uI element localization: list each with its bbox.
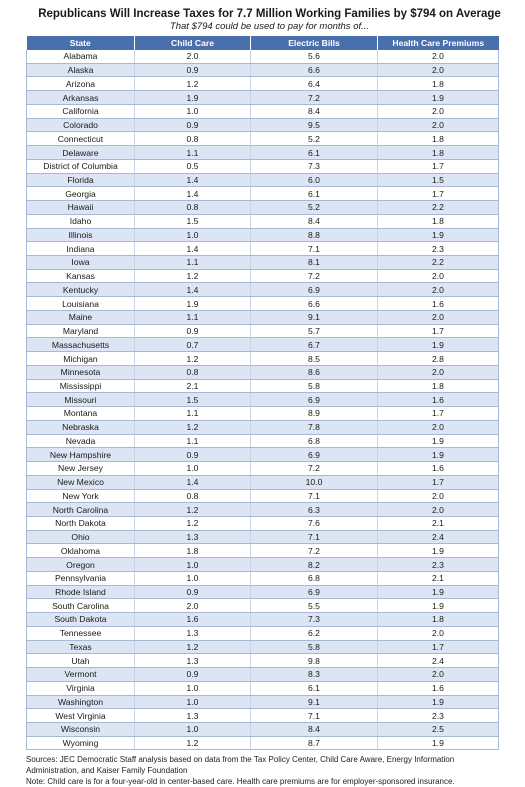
cell-state: North Dakota <box>27 516 135 530</box>
cell-electric-bills: 10.0 <box>251 475 378 489</box>
cell-electric-bills: 6.3 <box>251 503 378 517</box>
cell-electric-bills: 8.7 <box>251 736 378 750</box>
table-row <box>27 613 499 627</box>
table-row <box>27 365 499 379</box>
cell-electric-bills: 9.8 <box>251 654 378 668</box>
cell-child-care: 0.9 <box>135 585 251 599</box>
cell-health-care-premiums: 2.4 <box>378 654 499 668</box>
cell-health-care-premiums: 1.6 <box>378 462 499 476</box>
cell-state: Montana <box>27 407 135 421</box>
cell-state: Arizona <box>27 77 135 91</box>
table-row <box>27 132 499 146</box>
cell-child-care: 0.8 <box>135 365 251 379</box>
page-subtitle: That $794 could be used to pay for months of... <box>169 21 370 32</box>
cell-health-care-premiums: 1.9 <box>378 338 499 352</box>
table-row <box>27 118 499 132</box>
cell-child-care: 2.1 <box>135 379 251 393</box>
cell-electric-bills: 7.2 <box>251 269 378 283</box>
methodology-note: Note: Child care is for a four-year-old in center-based care. Health care premiums are for employer-sponsored insurance. <box>26 777 455 787</box>
column-header-state: State <box>27 36 135 50</box>
cell-health-care-premiums: 1.9 <box>378 585 499 599</box>
table-row <box>27 269 499 283</box>
cell-state: Alabama <box>27 50 135 63</box>
cell-health-care-premiums: 2.0 <box>378 104 499 118</box>
cell-child-care: 1.4 <box>135 242 251 256</box>
cell-health-care-premiums: 2.1 <box>378 516 499 530</box>
table-row <box>27 50 499 63</box>
cell-electric-bills: 8.1 <box>251 256 378 270</box>
cell-child-care: 1.5 <box>135 393 251 407</box>
cell-state: Texas <box>27 640 135 654</box>
cell-health-care-premiums: 2.2 <box>378 201 499 215</box>
cell-state: Ohio <box>27 530 135 544</box>
table-row <box>27 475 499 489</box>
cell-state: Kansas <box>27 269 135 283</box>
cell-state: Colorado <box>27 118 135 132</box>
cell-child-care: 1.4 <box>135 173 251 187</box>
table-row <box>27 63 499 77</box>
table-row <box>27 283 499 297</box>
cell-state: Florida <box>27 173 135 187</box>
table-row <box>27 544 499 558</box>
cell-child-care: 2.0 <box>135 599 251 613</box>
cell-state: New Mexico <box>27 475 135 489</box>
cell-electric-bills: 9.1 <box>251 695 378 709</box>
cell-electric-bills: 8.8 <box>251 228 378 242</box>
cell-child-care: 1.2 <box>135 640 251 654</box>
cell-health-care-premiums: 1.9 <box>378 228 499 242</box>
cell-child-care: 1.1 <box>135 407 251 421</box>
cell-state: Louisiana <box>27 297 135 311</box>
cell-health-care-premiums: 1.6 <box>378 393 499 407</box>
table-row <box>27 668 499 682</box>
cell-health-care-premiums: 1.5 <box>378 173 499 187</box>
cell-state: Georgia <box>27 187 135 201</box>
cell-electric-bills: 6.6 <box>251 297 378 311</box>
cell-child-care: 0.8 <box>135 489 251 503</box>
cell-health-care-premiums: 2.0 <box>378 365 499 379</box>
cell-child-care: 1.9 <box>135 297 251 311</box>
cell-child-care: 1.0 <box>135 695 251 709</box>
cell-health-care-premiums: 1.6 <box>378 681 499 695</box>
cell-electric-bills: 7.2 <box>251 462 378 476</box>
cell-health-care-premiums: 2.4 <box>378 530 499 544</box>
table-row <box>27 324 499 338</box>
cell-health-care-premiums: 1.8 <box>378 379 499 393</box>
table-row <box>27 489 499 503</box>
cell-child-care: 1.3 <box>135 654 251 668</box>
cell-state: North Carolina <box>27 503 135 517</box>
cell-electric-bills: 6.9 <box>251 393 378 407</box>
cell-electric-bills: 7.1 <box>251 709 378 723</box>
cell-state: South Dakota <box>27 613 135 627</box>
cell-health-care-premiums: 1.7 <box>378 640 499 654</box>
cell-health-care-premiums: 2.2 <box>378 256 499 270</box>
cell-electric-bills: 5.2 <box>251 201 378 215</box>
cell-child-care: 1.1 <box>135 310 251 324</box>
cell-health-care-premiums: 2.0 <box>378 310 499 324</box>
table-row <box>27 695 499 709</box>
cell-state: Hawaii <box>27 201 135 215</box>
cell-state: Wisconsin <box>27 722 135 736</box>
cell-state: West Virginia <box>27 709 135 723</box>
cell-child-care: 1.3 <box>135 709 251 723</box>
cell-child-care: 1.4 <box>135 283 251 297</box>
cell-electric-bills: 7.1 <box>251 489 378 503</box>
table-row <box>27 736 499 750</box>
cell-electric-bills: 8.9 <box>251 407 378 421</box>
cell-electric-bills: 6.9 <box>251 585 378 599</box>
cell-state: New Hampshire <box>27 448 135 462</box>
cell-electric-bills: 6.6 <box>251 63 378 77</box>
cell-child-care: 0.5 <box>135 159 251 173</box>
column-header-electric-bills: Electric Bills <box>251 36 378 50</box>
cell-state: Wyoming <box>27 736 135 750</box>
cell-state: Tennessee <box>27 626 135 640</box>
cell-electric-bills: 6.8 <box>251 434 378 448</box>
cell-electric-bills: 7.1 <box>251 242 378 256</box>
cell-health-care-premiums: 2.3 <box>378 242 499 256</box>
cell-electric-bills: 6.0 <box>251 173 378 187</box>
cell-state: California <box>27 104 135 118</box>
cell-electric-bills: 6.8 <box>251 571 378 585</box>
cell-electric-bills: 6.7 <box>251 338 378 352</box>
cell-health-care-premiums: 2.1 <box>378 571 499 585</box>
table-row <box>27 187 499 201</box>
cell-child-care: 1.0 <box>135 571 251 585</box>
cell-state: Virginia <box>27 681 135 695</box>
cell-electric-bills: 8.4 <box>251 214 378 228</box>
table-row <box>27 571 499 585</box>
cell-health-care-premiums: 2.8 <box>378 352 499 366</box>
cell-state: Rhode Island <box>27 585 135 599</box>
table-row <box>27 530 499 544</box>
cell-electric-bills: 6.2 <box>251 626 378 640</box>
cell-state: District of Columbia <box>27 159 135 173</box>
cell-health-care-premiums: 1.7 <box>378 159 499 173</box>
cell-electric-bills: 7.2 <box>251 544 378 558</box>
table-row <box>27 393 499 407</box>
cell-health-care-premiums: 2.0 <box>378 118 499 132</box>
cell-child-care: 0.9 <box>135 63 251 77</box>
table-row <box>27 654 499 668</box>
cell-child-care: 1.0 <box>135 462 251 476</box>
table-row <box>27 640 499 654</box>
cell-child-care: 2.0 <box>135 50 251 63</box>
cell-child-care: 1.2 <box>135 352 251 366</box>
cell-electric-bills: 9.1 <box>251 310 378 324</box>
table-row <box>27 407 499 421</box>
footnotes <box>26 754 506 787</box>
data-table <box>26 36 499 750</box>
table-row <box>27 434 499 448</box>
cell-health-care-premiums: 1.8 <box>378 132 499 146</box>
cell-electric-bills: 8.4 <box>251 104 378 118</box>
cell-state: Nevada <box>27 434 135 448</box>
cell-state: Washington <box>27 695 135 709</box>
cell-health-care-premiums: 2.0 <box>378 489 499 503</box>
cell-state: Idaho <box>27 214 135 228</box>
cell-electric-bills: 9.5 <box>251 118 378 132</box>
table-row <box>27 420 499 434</box>
cell-electric-bills: 5.5 <box>251 599 378 613</box>
table-row <box>27 242 499 256</box>
cell-state: Delaware <box>27 146 135 160</box>
cell-child-care: 0.8 <box>135 132 251 146</box>
cell-electric-bills: 8.2 <box>251 558 378 572</box>
cell-electric-bills: 7.1 <box>251 530 378 544</box>
cell-health-care-premiums: 2.3 <box>378 558 499 572</box>
cell-health-care-premiums: 1.9 <box>378 599 499 613</box>
cell-state: Missouri <box>27 393 135 407</box>
cell-electric-bills: 7.8 <box>251 420 378 434</box>
table-row <box>27 516 499 530</box>
cell-state: Pennsylvania <box>27 571 135 585</box>
table-row <box>27 722 499 736</box>
cell-electric-bills: 8.4 <box>251 722 378 736</box>
cell-state: Illinois <box>27 228 135 242</box>
cell-health-care-premiums: 1.6 <box>378 297 499 311</box>
cell-child-care: 1.2 <box>135 420 251 434</box>
cell-health-care-premiums: 1.7 <box>378 324 499 338</box>
sources-note: Sources: JEC Democratic Staff analysis based on data from the Tax Policy Center, Child Care Aware, Energy Information Administration, and Kaiser Family Foundation <box>26 755 455 776</box>
cell-child-care: 1.1 <box>135 146 251 160</box>
cell-electric-bills: 5.8 <box>251 640 378 654</box>
cell-child-care: 0.7 <box>135 338 251 352</box>
cell-state: New Jersey <box>27 462 135 476</box>
table-row <box>27 338 499 352</box>
cell-child-care: 1.4 <box>135 475 251 489</box>
table-row <box>27 146 499 160</box>
cell-child-care: 1.2 <box>135 503 251 517</box>
cell-state: Michigan <box>27 352 135 366</box>
table-header-row <box>27 36 499 50</box>
cell-health-care-premiums: 1.7 <box>378 475 499 489</box>
cell-state: Indiana <box>27 242 135 256</box>
cell-child-care: 1.8 <box>135 544 251 558</box>
table-row <box>27 228 499 242</box>
cell-health-care-premiums: 1.9 <box>378 91 499 105</box>
cell-electric-bills: 8.6 <box>251 365 378 379</box>
cell-electric-bills: 8.3 <box>251 668 378 682</box>
cell-state: Vermont <box>27 668 135 682</box>
cell-electric-bills: 6.1 <box>251 146 378 160</box>
cell-electric-bills: 7.3 <box>251 159 378 173</box>
cell-health-care-premiums: 1.7 <box>378 407 499 421</box>
cell-health-care-premiums: 2.0 <box>378 503 499 517</box>
column-header-health-care-premiums: Health Care Premiums <box>378 36 499 50</box>
cell-electric-bills: 5.7 <box>251 324 378 338</box>
cell-health-care-premiums: 1.9 <box>378 695 499 709</box>
cell-child-care: 1.9 <box>135 91 251 105</box>
table-row <box>27 159 499 173</box>
cell-child-care: 1.6 <box>135 613 251 627</box>
cell-state: Mississippi <box>27 379 135 393</box>
column-header-child-care: Child Care <box>135 36 251 50</box>
cell-state: Minnesota <box>27 365 135 379</box>
cell-electric-bills: 6.1 <box>251 187 378 201</box>
table-row <box>27 214 499 228</box>
table-row <box>27 462 499 476</box>
cell-health-care-premiums: 1.9 <box>378 544 499 558</box>
cell-health-care-premiums: 2.0 <box>378 63 499 77</box>
cell-child-care: 1.0 <box>135 681 251 695</box>
table-row <box>27 310 499 324</box>
cell-child-care: 1.0 <box>135 558 251 572</box>
cell-health-care-premiums: 2.0 <box>378 269 499 283</box>
cell-state: South Carolina <box>27 599 135 613</box>
table-row <box>27 681 499 695</box>
table-row <box>27 77 499 91</box>
cell-health-care-premiums: 1.9 <box>378 434 499 448</box>
cell-health-care-premiums: 1.8 <box>378 613 499 627</box>
table-row <box>27 201 499 215</box>
cell-electric-bills: 6.4 <box>251 77 378 91</box>
cell-health-care-premiums: 2.3 <box>378 709 499 723</box>
table-row <box>27 585 499 599</box>
cell-state: New York <box>27 489 135 503</box>
cell-state: Maryland <box>27 324 135 338</box>
cell-health-care-premiums: 2.5 <box>378 722 499 736</box>
cell-state: Nebraska <box>27 420 135 434</box>
cell-state: Arkansas <box>27 91 135 105</box>
cell-child-care: 1.2 <box>135 736 251 750</box>
cell-child-care: 1.4 <box>135 187 251 201</box>
table-row <box>27 503 499 517</box>
cell-health-care-premiums: 1.8 <box>378 146 499 160</box>
cell-state: Alaska <box>27 63 135 77</box>
page-title: Republicans Will Increase Taxes for 7.7 Million Working Families by $794 on Average <box>38 8 501 20</box>
cell-health-care-premiums: 2.0 <box>378 50 499 63</box>
table-row <box>27 558 499 572</box>
cell-electric-bills: 8.5 <box>251 352 378 366</box>
cell-electric-bills: 6.1 <box>251 681 378 695</box>
table-row <box>27 599 499 613</box>
cell-electric-bills: 5.6 <box>251 50 378 63</box>
cell-child-care: 1.3 <box>135 626 251 640</box>
cell-state: Connecticut <box>27 132 135 146</box>
cell-health-care-premiums: 2.0 <box>378 283 499 297</box>
cell-child-care: 1.2 <box>135 269 251 283</box>
cell-child-care: 1.0 <box>135 104 251 118</box>
cell-state: Utah <box>27 654 135 668</box>
cell-health-care-premiums: 2.0 <box>378 420 499 434</box>
cell-child-care: 0.9 <box>135 118 251 132</box>
cell-state: Kentucky <box>27 283 135 297</box>
cell-health-care-premiums: 2.0 <box>378 668 499 682</box>
cell-health-care-premiums: 1.8 <box>378 214 499 228</box>
table-row <box>27 104 499 118</box>
cell-child-care: 1.1 <box>135 256 251 270</box>
cell-child-care: 1.3 <box>135 530 251 544</box>
cell-health-care-premiums: 1.9 <box>378 448 499 462</box>
table-row <box>27 626 499 640</box>
table-row <box>27 352 499 366</box>
cell-child-care: 1.0 <box>135 228 251 242</box>
table-body <box>27 50 499 750</box>
cell-child-care: 1.5 <box>135 214 251 228</box>
table-row <box>27 709 499 723</box>
cell-state: Iowa <box>27 256 135 270</box>
cell-health-care-premiums: 2.0 <box>378 626 499 640</box>
cell-child-care: 0.9 <box>135 668 251 682</box>
cell-electric-bills: 6.9 <box>251 283 378 297</box>
table-row <box>27 91 499 105</box>
cell-child-care: 0.9 <box>135 448 251 462</box>
cell-state: Oregon <box>27 558 135 572</box>
table-row <box>27 173 499 187</box>
cell-state: Massachusetts <box>27 338 135 352</box>
cell-electric-bills: 7.2 <box>251 91 378 105</box>
cell-health-care-premiums: 1.8 <box>378 77 499 91</box>
table-row <box>27 297 499 311</box>
cell-health-care-premiums: 1.7 <box>378 187 499 201</box>
cell-child-care: 0.9 <box>135 324 251 338</box>
cell-child-care: 1.2 <box>135 77 251 91</box>
table-row <box>27 448 499 462</box>
cell-health-care-premiums: 1.9 <box>378 736 499 750</box>
cell-state: Maine <box>27 310 135 324</box>
cell-electric-bills: 6.9 <box>251 448 378 462</box>
cell-state: Oklahoma <box>27 544 135 558</box>
table-row <box>27 256 499 270</box>
cell-electric-bills: 7.3 <box>251 613 378 627</box>
cell-electric-bills: 5.8 <box>251 379 378 393</box>
cell-child-care: 1.0 <box>135 722 251 736</box>
cell-electric-bills: 7.6 <box>251 516 378 530</box>
cell-child-care: 1.2 <box>135 516 251 530</box>
table-row <box>27 379 499 393</box>
cell-child-care: 1.1 <box>135 434 251 448</box>
cell-child-care: 0.8 <box>135 201 251 215</box>
cell-electric-bills: 5.2 <box>251 132 378 146</box>
